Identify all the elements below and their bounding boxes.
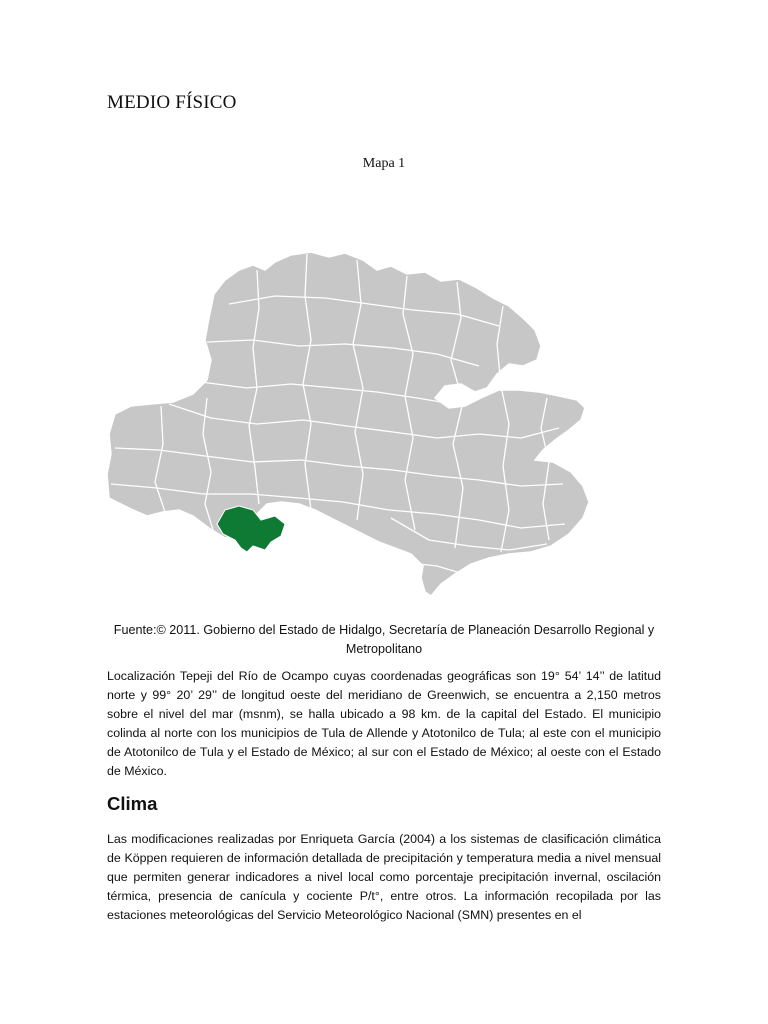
- clima-paragraph: Las modificaciones realizadas por Enriqueta García (2004) a los sistemas de clasificación climática de Köppen requieren de información detallada de precipitación y temperatura media a nivel mensual que permiten generar indicadores a nivel local como porcentaje precipitación invernal, oscilación térmica, presencia de canícula y cociente P/t°, entre otros. La información recopilada por las estaciones meteorológicas del Servicio Meteorológico Nacional (SMN) presentes en el: [107, 832, 661, 922]
- map-source-caption: Fuente:© 2011. Gobierno del Estado de Hidalgo, Secretaría de Planeación Desarrollo Regional y Metropolitano: [113, 623, 655, 656]
- map-svg: [107, 248, 651, 602]
- clima-heading: Clima: [107, 793, 158, 814]
- section-title: MEDIO FÍSICO: [107, 92, 237, 113]
- hidalgo-state-shape: [107, 252, 589, 596]
- map-label: Mapa 1: [362, 156, 406, 171]
- hidalgo-municipalities-map: [107, 248, 651, 602]
- tepeji-del-rio-municipality-highlight: [217, 506, 285, 552]
- location-paragraph: Localización Tepeji del Río de Ocampo cuyas coordenadas geográficas son 19° 54’ 14’’ de latitud norte y 99° 20’ 29’’ de longitud oeste del meridiano de Greenwich, se encuentra a 2,150 metros sobre el nivel del mar (msnm), se halla ubicado a 98 km. de la capital del Estado. El municipio colinda al norte con los municipios de Tula de Allende y Atotonilco de Tula; al este con el municipio de Atotonilco de Tula y el Estado de México; al sur con el Estado de México; al oeste con el Estado de México.: [107, 669, 661, 778]
